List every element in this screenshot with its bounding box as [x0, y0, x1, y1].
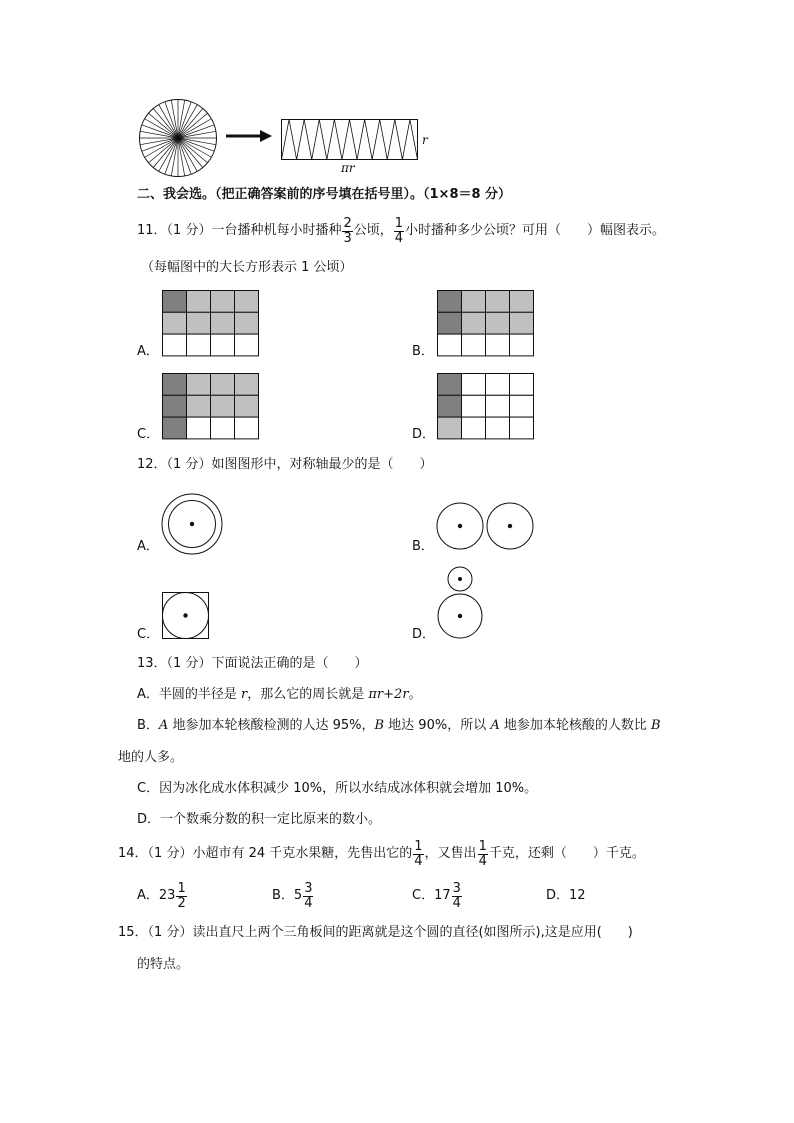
frac-den: 4: [478, 853, 487, 869]
q14-c-label: C．17: [412, 888, 451, 903]
frac-num: 1: [177, 880, 186, 896]
q12-circle-in-square-figure[interactable]: [162, 592, 210, 640]
grid-cell: [486, 374, 510, 396]
frac-num: 1: [394, 215, 404, 231]
grid-cell: [510, 374, 534, 396]
grid-cell: [438, 395, 462, 417]
q13-b-end: 地参加本轮核酸的人数比: [499, 718, 651, 733]
frac-den: 3: [343, 230, 352, 246]
q13-b-mid: 地参加本轮核酸检测的人达 95%，: [168, 718, 375, 733]
grid-cell: [510, 312, 534, 334]
grid-cell: [187, 291, 211, 313]
q11-suffix: 小时播种多少公顷？可用（ ）幅图表示。: [405, 223, 666, 238]
zigzag-line: [282, 120, 418, 160]
q11-frac-1-4: [394, 217, 404, 246]
grid-cell: [510, 417, 534, 439]
grid-cell: [163, 334, 187, 356]
grid-cell: [235, 291, 259, 313]
q14-frac-1: [413, 840, 423, 869]
q11-grid-a[interactable]: [162, 290, 259, 356]
q11-grid-b[interactable]: [437, 290, 534, 356]
q13-b-B: B: [374, 718, 385, 733]
grid-cell: [163, 291, 187, 313]
grid-cell: [486, 395, 510, 417]
grid-cell: [187, 374, 211, 396]
grid-cell: [438, 374, 462, 396]
q14-a-label: A．23: [137, 888, 176, 903]
frac-den: 4: [414, 853, 423, 869]
grid-cell: [211, 374, 235, 396]
grid-cell: [187, 312, 211, 334]
grid-cell: [235, 374, 259, 396]
q14-option-c[interactable]: [412, 876, 463, 916]
q14-prefix: 14．（1 分）小超市有 24 千克水果糖，先售出它的: [118, 846, 413, 861]
frac-num: 1: [478, 838, 487, 854]
grid-cell: [235, 417, 259, 439]
grid-cell: [462, 291, 486, 313]
q14-option-a[interactable]: [137, 876, 188, 916]
grid-cell: [163, 395, 187, 417]
q14-b-label: B．5: [272, 888, 303, 903]
rect-side-label: r: [422, 133, 428, 147]
grid-cell: [462, 312, 486, 334]
frac-num: 1: [414, 838, 423, 854]
q12-option-b-label[interactable]: B．: [412, 539, 434, 554]
q14-suffix: 千克，还剩（ ）千克。: [488, 846, 645, 861]
grid-cell: [486, 334, 510, 356]
grid-cell: [187, 334, 211, 356]
q12-stem: 12．（1 分）如图图形中，对称轴最少的是（ ）: [137, 457, 433, 472]
q13-stem: 13．（1 分）下面说法正确的是（ ）: [137, 656, 368, 671]
q11-note: （每幅图中的大长方形表示 1 公顷）: [141, 260, 353, 275]
grid-cell: [163, 417, 187, 439]
grid-cell: [438, 334, 462, 356]
rect-bottom-label: πr: [341, 161, 355, 175]
q12-concentric-circles-figure[interactable]: [161, 493, 223, 555]
grid-cell: [211, 312, 235, 334]
frac-num: 3: [304, 880, 313, 896]
q13-option-a[interactable]: [137, 686, 422, 704]
q12-two-circles-figure[interactable]: [436, 502, 536, 552]
q11-prefix: 11．（1 分）一台播种机每小时播种: [137, 223, 342, 238]
grid-cell: [211, 395, 235, 417]
q13-b-A2: A: [490, 718, 500, 733]
grid-cell: [235, 395, 259, 417]
q12-option-a-label[interactable]: A．: [137, 539, 159, 554]
grid-cell: [211, 291, 235, 313]
sector-circle-figure: [138, 98, 218, 178]
q11-option-a-label[interactable]: A．: [137, 344, 159, 359]
zigzag-rectangle-figure: [281, 119, 418, 161]
section-title: 二、我会选。（把正确答案前的序号填在括号里）。（1×8＝8 分）: [137, 187, 512, 202]
q11-option-d-label[interactable]: D．: [412, 427, 436, 442]
grid-cell: [462, 374, 486, 396]
q12-option-c-label[interactable]: C．: [137, 627, 160, 642]
grid-cell: [462, 395, 486, 417]
q11-frac-2-3: [342, 217, 352, 246]
q13-option-b-line2: 地的人多。: [118, 750, 184, 765]
q15-stem-line1: 15．（1 分）读出直尺上两个三角板间的距离就是这个圆的直径(如图所示),这是应用( ): [118, 925, 633, 940]
q13-b-mid2: 地达 90%，所以: [384, 718, 491, 733]
q11-mid: 公顷，: [353, 223, 393, 238]
grid-cell: [438, 417, 462, 439]
q13-b-B2: B: [651, 718, 661, 733]
grid-cell: [438, 312, 462, 334]
grid-cell: [510, 395, 534, 417]
q11-grid-c[interactable]: [162, 373, 259, 439]
q14-c-frac: [452, 882, 462, 911]
q15-stem-line2: 的特点。: [137, 957, 190, 972]
grid-cell: [438, 291, 462, 313]
frac-den: 2: [177, 895, 186, 911]
grid-cell: [211, 417, 235, 439]
grid-cell: [510, 291, 534, 313]
q13-a-formula: πr+2r: [368, 687, 409, 702]
q13-b-label: B．: [137, 718, 159, 733]
grid-cell: [235, 334, 259, 356]
frac-den: 4: [304, 895, 313, 911]
arrow-icon: [226, 129, 272, 143]
q14-mid: ，又售出: [424, 846, 477, 861]
frac-num: 2: [343, 215, 352, 231]
q11-option-c-label[interactable]: C．: [137, 427, 160, 442]
grid-cell: [462, 334, 486, 356]
grid-cell: [486, 312, 510, 334]
q11-grid-d[interactable]: [437, 373, 534, 439]
q13-option-b[interactable]: [137, 717, 661, 735]
grid-cell: [462, 417, 486, 439]
q12-stacked-circles-figure[interactable]: [436, 566, 486, 642]
q13-option-c[interactable]: C．因为冰化成水体积减少 10%，所以水结成冰体积就会增加 10%。: [137, 781, 538, 796]
grid-cell: [187, 395, 211, 417]
grid-cell: [211, 334, 235, 356]
q11-option-b-label[interactable]: B．: [412, 344, 434, 359]
grid-cell: [510, 334, 534, 356]
q13-a-prefix: A．半圆的半径是: [137, 687, 242, 702]
q13-b-A: A: [158, 718, 169, 733]
grid-cell: [187, 417, 211, 439]
q14-frac-2: [478, 840, 488, 869]
q14-stem: [118, 834, 645, 874]
grid-cell: [235, 312, 259, 334]
q13-a-end: 。: [408, 687, 422, 702]
q12-option-d-label[interactable]: D．: [412, 627, 436, 642]
q14-b-frac: [303, 882, 313, 911]
q13-option-d[interactable]: D．一个数乘分数的积一定比原来的数小。: [137, 812, 382, 827]
frac-den: 4: [452, 895, 461, 911]
q14-option-d[interactable]: D．12: [546, 888, 586, 903]
grid-cell: [163, 374, 187, 396]
grid-cell: [486, 417, 510, 439]
grid-cell: [486, 291, 510, 313]
q13-a-r: r: [241, 687, 248, 702]
frac-den: 4: [394, 230, 404, 246]
q13-a-mid: ，那么它的周长就是: [247, 687, 369, 702]
q14-option-b[interactable]: [272, 876, 314, 916]
grid-cell: [163, 312, 187, 334]
frac-num: 3: [452, 880, 461, 896]
q14-a-frac: [176, 882, 186, 911]
q11-stem: [137, 211, 665, 251]
